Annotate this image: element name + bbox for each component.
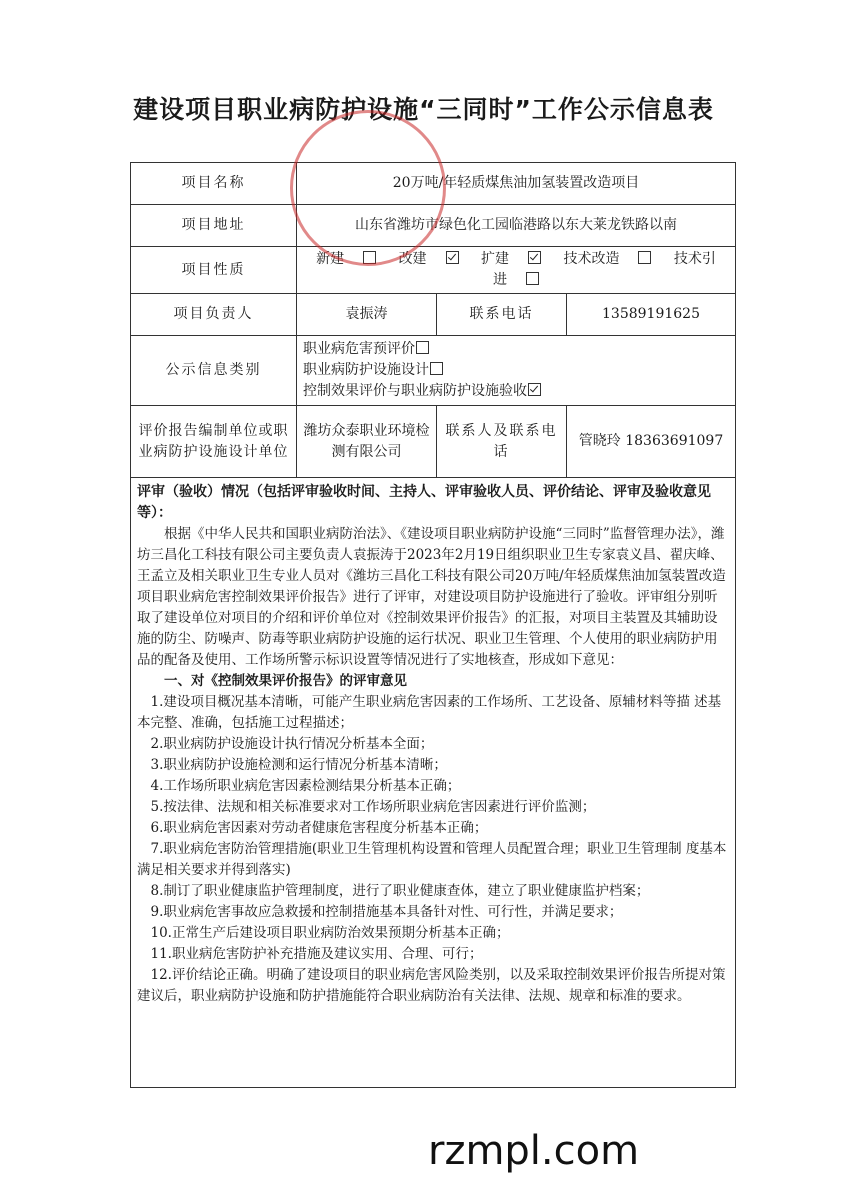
review-item: 10.正常生产后建设项目职业病防治效果预期分析基本正确； — [150, 925, 510, 941]
category-option-label: 职业病危害预评价 — [303, 341, 415, 357]
info-table — [130, 162, 736, 1088]
contact-value: 管晓玲 18363691097 — [567, 406, 736, 478]
phone-label: 联系电话 — [437, 294, 567, 336]
nature-option — [563, 251, 651, 267]
project-name-label: 项目名称 — [131, 163, 297, 205]
nature-option — [316, 251, 376, 267]
leader-value: 袁振涛 — [297, 294, 437, 336]
review-item: 3.职业病防护设施检测和运行情况分析基本清晰； — [150, 757, 447, 773]
checkbox-empty-icon — [416, 341, 429, 354]
category-option — [303, 381, 729, 402]
row-category — [131, 336, 736, 406]
nature-option-label: 技术改造 — [563, 251, 620, 267]
review-item: 11.职业病危害防护补充措施及建议实用、合理、可行； — [150, 946, 483, 962]
review-item: 5.按法律、法规和相关标准要求对工作场所职业病危害因素进行评价监测； — [150, 799, 596, 815]
checkbox-empty-icon — [526, 272, 539, 285]
review-item: 2.职业病防护设施设计执行情况分析基本全面； — [150, 736, 434, 752]
review-item: 12.评价结论正确。明确了建设项目的职业病危害风险类别，以及采取控制效果评价报告所提对策建议后，职业病防护设施和防护措施能符合职业病防治有关法律、法规、规章和标准的要求。 — [137, 967, 726, 1004]
address-label: 项目地址 — [131, 205, 297, 247]
checkbox-checked-icon — [528, 251, 541, 264]
nature-option-label: 改建 — [398, 251, 427, 267]
contact-label: 联系人及联系电话 — [437, 406, 567, 478]
category-option — [303, 360, 729, 381]
category-option — [303, 339, 729, 360]
review-item: 6.职业病危害因素对劳动者健康危害程度分析基本正确； — [150, 820, 488, 836]
nature-option-label: 扩建 — [481, 251, 510, 267]
row-review — [131, 478, 736, 1088]
review-item: 9.职业病危害事故应急救援和控制措施基本具备针对性、可行性，并满足要求； — [150, 904, 623, 920]
unit-value: 潍坊众泰职业环境检测有限公司 — [297, 406, 437, 478]
review-heading: 评审（验收）情况（包括评审验收时间、主持人、评审验收人员、评价结论、评审及验收意见等）： — [137, 484, 711, 521]
nature-option-label: 技术引进 — [493, 251, 716, 288]
nature-label: 项目性质 — [131, 247, 297, 294]
project-name-value: 20万吨/年轻质煤焦油加氢装置改造项目 — [297, 163, 736, 205]
category-option-label: 职业病防护设施设计 — [303, 362, 429, 378]
row-nature — [131, 247, 736, 294]
leader-label: 项目负责人 — [131, 294, 297, 336]
page-title: 建设项目职业病防护设施“三同时”工作公示信息表 — [133, 95, 714, 124]
nature-option — [399, 251, 459, 267]
address-value: 山东省潍坊市绿色化工园临港路以东大莱龙铁路以南 — [297, 205, 736, 247]
phone-value: 13589191625 — [567, 294, 736, 336]
checkbox-checked-icon — [446, 251, 459, 264]
checkbox-empty-icon — [430, 362, 443, 375]
review-item: 8.制订了职业健康监护管理制度，进行了职业健康查体，建立了职业健康监护档案； — [150, 883, 650, 899]
checkbox-checked-icon — [528, 383, 541, 396]
nature-option-label: 新建 — [316, 251, 345, 267]
row-address — [131, 205, 736, 247]
nature-option — [481, 251, 541, 267]
review-item: 4.工作场所职业病危害因素检测结果分析基本正确； — [150, 778, 461, 794]
review-item: 1.建设项目概况基本清晰，可能产生职业病危害因素的工作场所、工艺设备、原辅材料等描 述基本完整、准确，包括施工过程描述； — [137, 694, 722, 731]
category-label: 公示信息类别 — [131, 336, 297, 406]
checkbox-empty-icon — [363, 251, 376, 264]
checkbox-empty-icon — [638, 251, 651, 264]
review-intro: 根据《中华人民共和国职业病防治法》、《建设项目职业病防护设施“三同时”监督管理办法》，潍坊三昌化工科技有限公司主要负责人袁振涛于2023年2月19日组织职业卫生专家袁义昌、翟庆峰、王孟立及相关职业卫生专业人员对《潍坊三昌化工科技有限公司20万吨/年轻质煤焦油加氢装置改造项目职业病危害控制效果评价报告》进行了评审，对建设项目防护设施进行了验收。评审组分别听取了建设单位对项目的介绍和评价单位对《控制效果评价报告》的汇报，对项目主装置及其辅助设施的防尘、防噪声、防毒等职业病防护设施的运行状况、职业卫生管理、个人使用的职业病防护用品的配备及使用、工作场所警示标识设置等情况进行了实地核查，形成如下意见： — [137, 526, 726, 668]
review-item: 7.职业病危害防治管理措施(职业卫生管理机构设置和管理人员配置合理；职业卫生管理制 度基本满足相关要求并得到落实) — [137, 841, 727, 878]
unit-label: 评价报告编制单位或职业病防护设施设计单位 — [131, 406, 297, 478]
row-project-name — [131, 163, 736, 205]
category-options — [297, 336, 736, 406]
review-cell — [131, 478, 736, 1088]
row-unit — [131, 406, 736, 478]
watermark: rzmpl.com — [428, 1128, 640, 1174]
nature-options — [297, 247, 736, 294]
review-section-title: 一、对《控制效果评价报告》的评审意见 — [164, 673, 407, 689]
category-option-label: 控制效果评价与职业病防护设施验收 — [303, 383, 527, 399]
row-leader — [131, 294, 736, 336]
